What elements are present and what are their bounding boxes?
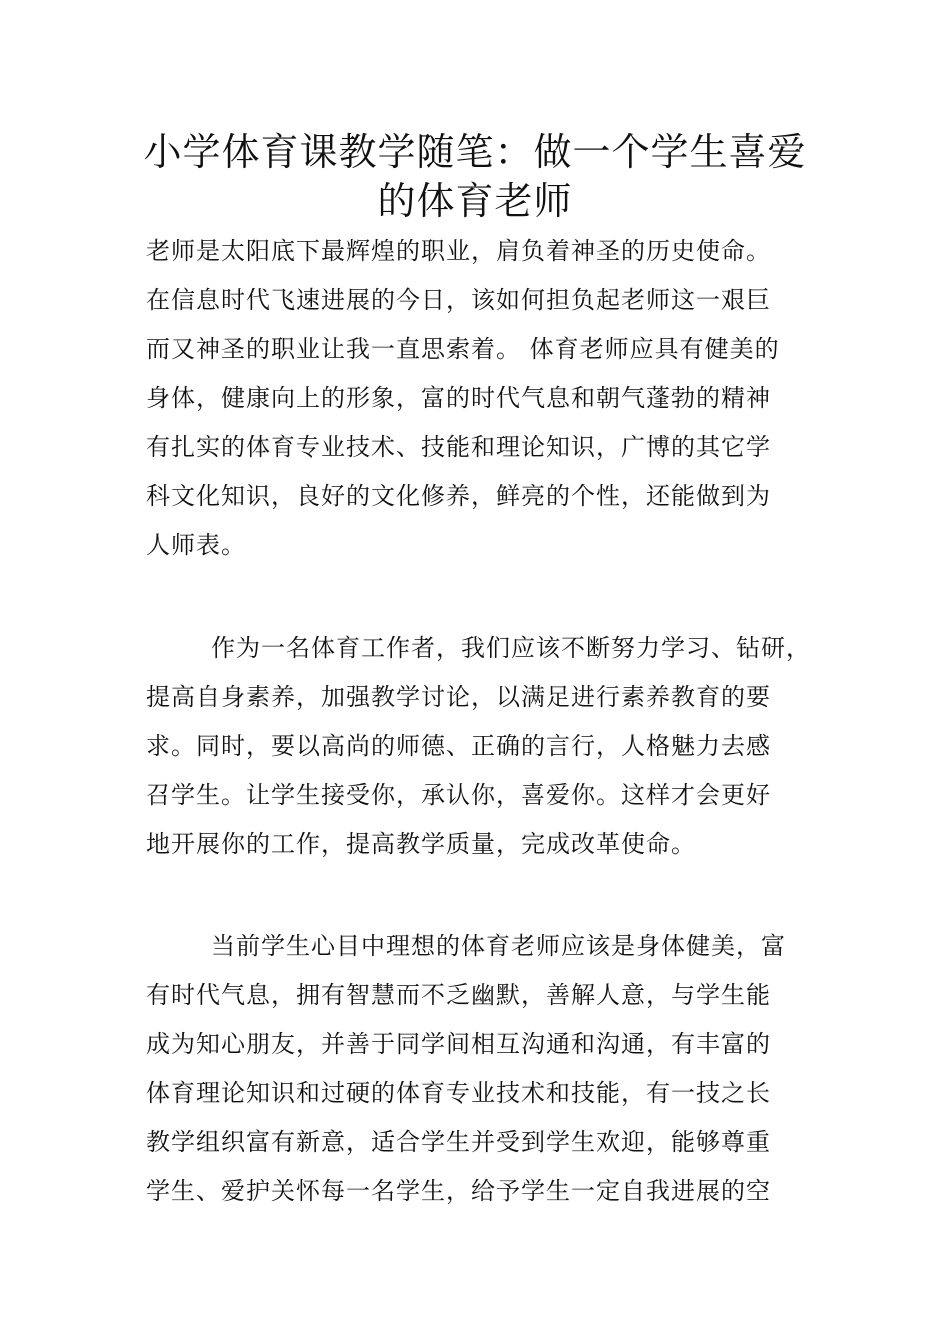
paragraph-line: 体育理论知识和过硬的体育专业技术和技能，有一技之长	[146, 1079, 771, 1107]
paragraph-line: 作为一名体育工作者，我们应该不断努力学习、钻研，	[211, 634, 811, 662]
paragraph-line: 有扎实的体育专业技术、技能和理论知识，广博的其它学	[146, 433, 771, 461]
paragraph-line: 求。同时，要以高尚的师德、正确的言行，人格魅力去感	[146, 732, 771, 760]
paragraph-line: 地开展你的工作，提高教学质量，完成改革使命。	[146, 830, 696, 858]
paragraph-line: 老师是太阳底下最辉煌的职业，肩负着神圣的历史使命。	[146, 237, 771, 265]
paragraph-line: 召学生。让学生接受你，承认你，喜爱你。这样才会更好	[146, 781, 771, 809]
paragraph-line: 人师表。	[146, 531, 246, 559]
paragraph-line: 而又神圣的职业让我一直思索着。 体育老师应具有健美的	[146, 335, 780, 363]
paragraph-line: 成为知心朋友，并善于同学间相互沟通和沟通，有丰富的	[146, 1030, 771, 1058]
document-title-line-2: 的体育老师	[377, 179, 573, 223]
paragraph-line: 身体，健康向上的形象，富的时代气息和朝气蓬勃的精神	[146, 384, 771, 412]
paragraph-line: 科文化知识，良好的文化修养，鲜亮的个性，还能做到为	[146, 482, 771, 510]
paragraph-line: 在信息时代飞速进展的今日，该如何担负起老师这一艰巨	[146, 286, 771, 314]
document-title-line-1: 小学体育课教学随笔：做一个学生喜爱	[143, 130, 807, 174]
paragraph-line: 当前学生心目中理想的体育老师应该是身体健美，富	[211, 932, 786, 960]
paragraph-line: 教学组织富有新意，适合学生并受到学生欢迎，能够尊重	[146, 1128, 771, 1156]
paragraph-line: 有时代气息，拥有智慧而不乏幽默，善解人意，与学生能	[146, 981, 771, 1009]
paragraph-line: 学生、爱护关怀每一名学生，给予学生一定自我进展的空	[146, 1177, 771, 1205]
paragraph-line: 提高自身素养，加强教学讨论，以满足进行素养教育的要	[146, 683, 771, 711]
